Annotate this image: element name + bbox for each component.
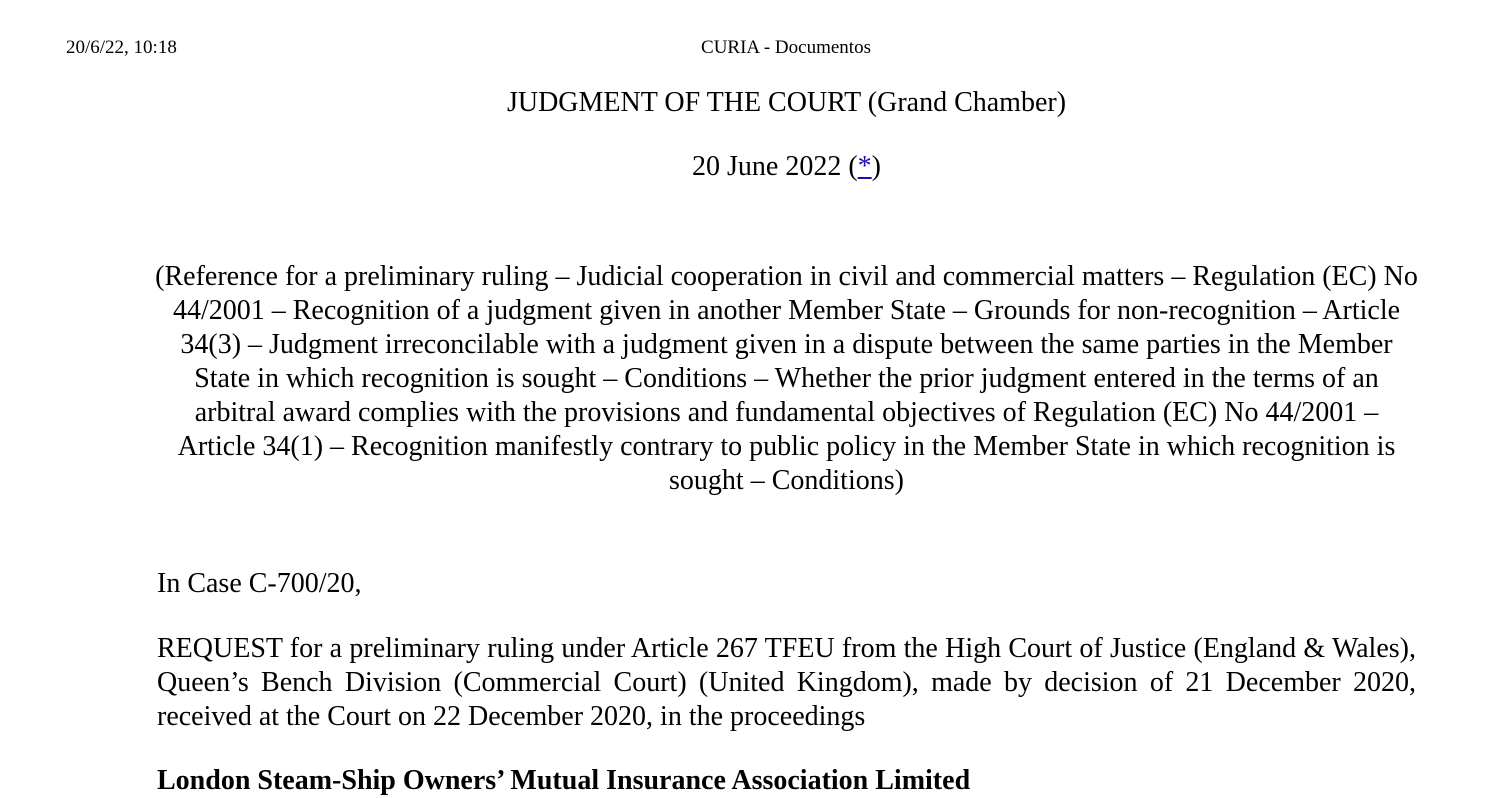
judgment-title: JUDGMENT OF THE COURT (Grand Chamber) <box>506 87 1067 118</box>
footnote-link[interactable]: * <box>857 151 872 182</box>
preliminary-ruling-request: REQUEST for a preliminary ruling under Article 267 TFEU from the High Court of Justice (England & Wales), Queen’s Bench Division (Commercial Court) (United Kingdom), made by decision of 21 December 2020, received at the Court on 22 December 2020, in the proceedings <box>157 633 1416 732</box>
case-number: In Case C‑700/20, <box>157 568 362 599</box>
print-datetime: 20/6/22, 10:18 <box>66 37 177 58</box>
print-header <box>0 37 1500 61</box>
judgment-keywords: (Reference for a preliminary ruling – Judicial cooperation in civil and commercial matters – Regulation (EC) No 44/2001 – Recognition of a judgment given in another Member State – Grounds for non-recognition – Article 34(3) – Judgment irreconcilable with a judgment given in a dispute between the same parties in the Member State in which recognition is sought – Conditions – Whether the prior judgment entered in the terms of an arbitral award complies with the provisions and fundamental objectives of Regulation (EC) No 44/2001 – Article 34(1) – Recognition manifestly contrary to public policy in the Member State in which recognition is sought – Conditions) <box>155 261 1418 496</box>
judgment-date: 20 June 2022 <box>692 151 842 182</box>
party-name: London Steam-Ship Owners’ Mutual Insurance Association Limited <box>157 765 971 796</box>
judgment-date-line: 20 June 2022 (*) <box>692 151 881 182</box>
print-site-title: CURIA - Documentos <box>701 37 871 58</box>
